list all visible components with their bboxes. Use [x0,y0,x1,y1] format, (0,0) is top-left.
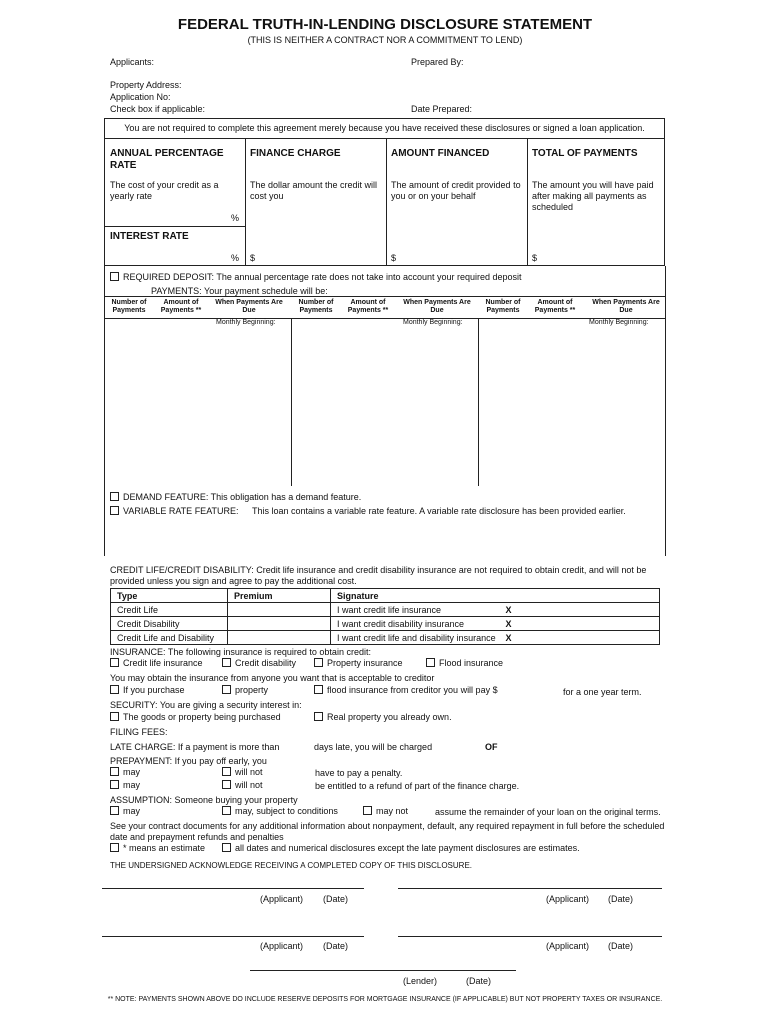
divider [104,138,665,139]
assume-may-not-text: may not [376,806,409,816]
date-caption: (Date) [323,941,349,951]
page-subtitle: (THIS IS NEITHER A CONTRACT NOR A COMMITMENT TO LEND) [247,35,523,45]
flood-creditor-checkbox[interactable] [314,685,323,694]
estimates-row [222,843,580,853]
total-payments-description: The amount you will have paid after making all payments as scheduled [532,180,654,212]
signature-cell[interactable] [331,617,660,631]
goods-checkbox[interactable] [110,712,119,721]
goods-row [110,712,281,722]
x-mark: X [505,632,512,643]
notice-text: You are not required to complete this agreement merely because you have received these disclosures or signed a loan application. [124,123,645,133]
credit-disability-option: Credit disability [235,658,297,668]
applicant-caption: (Applicant) [546,941,590,951]
assumption-label: ASSUMPTION: Someone buying your property [110,795,298,805]
credit-life-checkbox[interactable] [110,658,119,667]
required-deposit-checkbox[interactable] [110,272,119,281]
refund-may-text: may [123,780,141,790]
late-charge-days: days late, you will be charged [314,742,433,752]
premium-header: Premium [228,589,331,603]
flood-insurance-option: Flood insurance [439,658,504,668]
real-property-text: Real property you already own. [327,712,452,722]
table-row [111,631,660,645]
interest-rate-percent: % [231,253,240,263]
credit-life-text-2: provided unless you sign and agree to pay the additional cost. [110,576,357,586]
variable-rate-label: VARIABLE RATE FEATURE: [123,506,239,516]
signature-cell[interactable] [331,603,660,617]
refund-may-checkbox[interactable] [110,780,119,789]
amount-of-payments-header: Amount of Payments ** [534,299,576,314]
credit-life-text: CREDIT LIFE/CREDIT DISABILITY: Credit life insurance and credit disability insurance are not required to obtain credit, and will not be [110,565,647,575]
assume-conditions-row [222,806,338,816]
type-cell: Credit Life and Disability [111,631,228,645]
prepared-by-label: Prepared By: [411,57,464,67]
property-insurance-checkbox[interactable] [314,658,323,667]
signature-line[interactable] [102,888,364,889]
demand-feature-text: DEMAND FEATURE: This obligation has a demand feature. [123,492,362,502]
contract-docs-text-2: date and prepayment refunds and penalties [110,832,284,842]
assume-conditions-text: may, subject to conditions [235,806,338,816]
property-purchase-row [222,685,268,695]
contract-docs-text: See your contract documents for any additional information about nonpayment, default, any required repayment in full before the scheduled [110,821,665,831]
variable-rate-text: This loan contains a variable rate feature. A variable rate disclosure has been provided earlier. [252,506,626,516]
interest-rate-heading: INTEREST RATE [110,231,189,242]
finance-charge-dollar: $ [250,253,256,263]
refund-text: be entitled to a refund of part of the finance charge. [315,781,520,791]
assume-may-checkbox[interactable] [110,806,119,815]
prepay-may-checkbox[interactable] [110,767,119,776]
table-header-row [111,589,660,603]
security-label: SECURITY: You are giving a security interest in: [110,700,302,710]
property-purchase-checkbox[interactable] [222,685,231,694]
premium-cell[interactable] [228,631,331,645]
table-row [111,617,660,631]
type-header: Type [111,589,228,603]
x-mark: X [505,604,512,615]
monthly-beginning-label: Monthly Beginning: [403,319,463,326]
schedule-column-divider [291,318,292,486]
column-divider [527,138,528,266]
amount-of-payments-header: Amount of Payments ** [160,299,202,314]
real-property-row [314,712,452,722]
assume-remainder-text: assume the remainder of your loan on the original terms. [435,807,661,817]
applicant-caption: (Applicant) [260,894,304,904]
schedule-border [104,266,105,556]
property-insurance-option: Property insurance [327,658,403,668]
signature-cell[interactable] [331,631,660,645]
when-due-header: When Payments Are Due [215,299,283,314]
finance-charge-heading: FINANCE CHARGE [250,148,341,159]
table-row [111,603,660,617]
prepayment-label: PREPAYMENT: If you pay off early, you [110,756,267,766]
signature-header: Signature [331,589,660,603]
signature-line[interactable] [250,970,516,971]
assume-may-text: may [123,806,141,816]
prepay-will-not-row [222,767,263,777]
total-payments-dollar: $ [532,253,538,263]
estimate-row [110,843,205,853]
insurance-options-row [110,658,203,668]
apr-percent: % [231,213,240,223]
applicants-label: Applicants: [110,57,155,67]
prepay-will-not-checkbox[interactable] [222,767,231,776]
flood-insurance-option-row [426,658,503,668]
estimates-text: all dates and numerical disclosures except the late payment disclosures are estimates. [235,843,580,853]
credit-life-option: Credit life insurance [123,658,203,668]
filing-fees-label: FILING FEES: [110,727,168,737]
signature-text: I want credit disability insurance [337,618,465,629]
check-box-label: Check box if applicable: [110,104,206,114]
prepay-may-text: may [123,767,141,777]
schedule-border [665,266,666,556]
monthly-beginning-label: Monthly Beginning: [216,319,276,326]
goods-text: The goods or property being purchased [123,712,281,722]
signature-line[interactable] [398,936,662,937]
property-address-label: Property Address: [110,80,182,90]
property-insurance-option-row [314,658,403,668]
insurance-obtain-text: You may obtain the insurance from anyone you want that is acceptable to creditor [110,673,435,683]
premium-cell[interactable] [228,603,331,617]
flood-creditor-text: flood insurance from creditor you will pay $ [327,685,498,695]
applicant-caption: (Applicant) [546,894,590,904]
lender-caption: (Lender) [403,976,438,986]
variable-rate-row [110,506,239,516]
penalty-text: have to pay a penalty. [315,768,403,778]
property-purchase-text: property [235,685,269,695]
credit-disability-option-row [222,658,296,668]
required-deposit-row [110,272,522,282]
prepay-will-not-text: will not [235,767,263,777]
credit-disability-checkbox[interactable] [222,658,231,667]
variable-rate-checkbox[interactable] [110,506,119,515]
assume-conditions-checkbox[interactable] [222,806,231,815]
assume-may-row [110,806,140,816]
date-caption: (Date) [466,976,492,986]
if-purchase-text: If you purchase [123,685,185,695]
assume-may-not-checkbox[interactable] [363,806,372,815]
amount-financed-description: The amount of credit provided to you or on your behalf [391,180,521,201]
if-purchase-checkbox[interactable] [110,685,119,694]
premium-cell[interactable] [228,617,331,631]
applicant-caption: (Applicant) [260,941,304,951]
apr-heading: ANNUAL PERCENTAGE RATE [110,148,224,171]
divider [104,296,665,297]
apr-description: The cost of your credit as a yearly rate [110,180,219,201]
number-of-payments-header: Number of Payments [485,299,521,314]
finance-charge-description: The dollar amount the credit will cost you [250,180,378,201]
if-purchase-row [110,685,185,695]
number-of-payments-header: Number of Payments [111,299,147,314]
assume-may-not-row [363,806,408,816]
demand-feature-row [110,492,361,502]
number-of-payments-header: Number of Payments [298,299,334,314]
refund-may-row [110,780,140,790]
estimates-checkbox[interactable] [222,843,231,852]
estimate-mark-text: * means an estimate [123,843,206,853]
estimate-checkbox[interactable] [110,843,119,852]
type-cell: Credit Life [111,603,228,617]
refund-will-not-text: will not [235,780,263,790]
footnote: ** NOTE: PAYMENTS SHOWN ABOVE DO INCLUDE RESERVE DEPOSITS FOR MORTGAGE INSURANCE (IF APPLICABLE) BUT NOT PROPERTY TAXES OR INSURANCE. [107,996,663,1003]
refund-will-not-checkbox[interactable] [222,780,231,789]
insurance-label: INSURANCE: The following insurance is required to obtain credit: [110,647,371,657]
signature-line[interactable] [398,888,662,889]
type-cell: Credit Disability [111,617,228,631]
divider [104,226,245,227]
signature-text: I want credit life and disability insurance [337,632,496,643]
schedule-column-divider [478,318,479,486]
payments-label: PAYMENTS: Your payment schedule will be: [151,286,328,296]
when-due-header: When Payments Are Due [403,299,471,314]
date-caption: (Date) [608,894,634,904]
prepay-may-row [110,767,140,777]
demand-feature-checkbox[interactable] [110,492,119,501]
total-payments-heading: TOTAL OF PAYMENTS [532,148,638,159]
column-divider [245,138,246,266]
late-charge-label: LATE CHARGE: If a payment is more than [110,742,280,752]
page-title: FEDERAL TRUTH-IN-LENDING DISCLOSURE STATEMENT [177,16,593,33]
signature-text: I want credit life insurance [337,604,442,615]
amount-financed-dollar: $ [391,253,397,263]
required-deposit-text: REQUIRED DEPOSIT: The annual percentage rate does not take into account your required deposit [123,272,522,282]
real-property-checkbox[interactable] [314,712,323,721]
flood-insurance-checkbox[interactable] [426,658,435,667]
date-prepared-label: Date Prepared: [411,104,473,114]
application-no-label: Application No: [110,92,171,102]
credit-insurance-table [110,588,660,645]
divider [104,318,665,319]
signature-line[interactable] [102,936,364,937]
acknowledge-text: THE UNDERSIGNED ACKNOWLEDGE RECEIVING A COMPLETED COPY OF THIS DISCLOSURE. [110,861,472,870]
monthly-beginning-label: Monthly Beginning: [589,319,649,326]
amount-of-payments-header: Amount of Payments ** [347,299,389,314]
one-year-term-text: for a one year term. [563,687,642,697]
x-mark: X [505,618,512,629]
amount-financed-heading: AMOUNT FINANCED [391,148,490,159]
date-caption: (Date) [608,941,634,951]
date-caption: (Date) [323,894,349,904]
column-divider [386,138,387,266]
late-charge-of: OF [485,742,498,752]
when-due-header: When Payments Are Due [592,299,660,314]
flood-creditor-row [314,685,498,695]
refund-will-not-row [222,780,263,790]
